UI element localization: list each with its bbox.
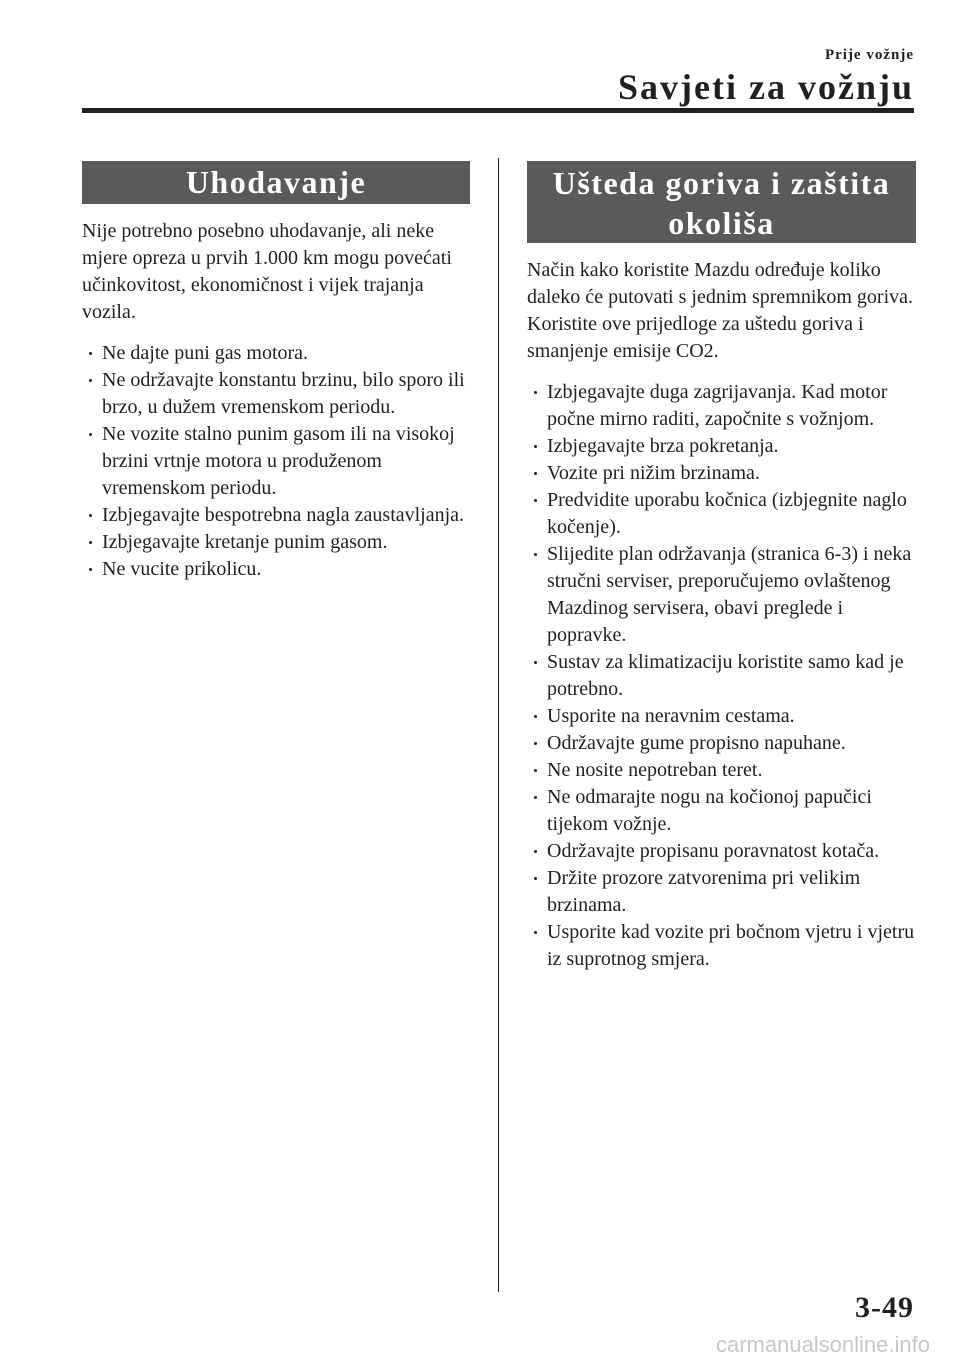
list-item-text: Ne dajte puni gas motora. xyxy=(102,342,309,364)
list-item-text: Ne vozite stalno punim gasom ili na visokoj brzini vrtnje motora u produženom vremenskom periodu. xyxy=(102,423,455,499)
bullet-icon xyxy=(534,796,537,799)
list-item xyxy=(82,340,470,367)
chapter-title: Prije vožnje xyxy=(824,47,914,63)
fuel-economy-heading xyxy=(527,161,916,243)
list-item xyxy=(527,433,916,460)
bullet-icon xyxy=(89,514,92,517)
bullet-icon xyxy=(534,472,537,475)
bullet-icon xyxy=(89,379,92,382)
list-item-text: Ne nosite nepotreban teret. xyxy=(547,759,763,781)
break-in-list xyxy=(82,340,470,583)
list-item-text: Držite prozore zatvorenima pri velikim brzinama. xyxy=(547,867,861,916)
bullet-icon xyxy=(534,742,537,745)
bullet-icon xyxy=(534,877,537,880)
list-item xyxy=(527,541,916,649)
page-number: 3-49 xyxy=(855,1291,914,1324)
list-item xyxy=(527,919,916,973)
bullet-icon xyxy=(89,541,92,544)
list-item xyxy=(527,865,916,919)
list-item-text: Slijedite plan održavanja (stranica 6-3) i neka stručni serviser, preporučujemo ovlaštenog Mazdinog servisera, obavi preglede i popravke. xyxy=(547,543,912,646)
list-item-text: Izbjegavajte kretanje punim gasom. xyxy=(102,531,388,553)
list-item xyxy=(82,502,470,529)
fuel-economy-heading-line1: Ušteda goriva i zaštita xyxy=(552,165,891,201)
bullet-icon xyxy=(89,568,92,571)
list-item-text: Usporite kad vozite pri bočnom vjetru i vjetru iz suprotnog smjera. xyxy=(547,921,915,970)
list-item-text: Održavajte gume propisno napuhane. xyxy=(547,732,846,754)
list-item-text: Vozite pri nižim brzinama. xyxy=(547,462,760,484)
break-in-section xyxy=(82,161,470,583)
list-item-text: Izbjegavajte bespotrebna nagla zaustavljanja. xyxy=(102,504,465,526)
list-item xyxy=(527,460,916,487)
running-header xyxy=(618,46,914,108)
list-item xyxy=(82,556,470,583)
list-item-text: Sustav za klimatizaciju koristite samo kad je potrebno. xyxy=(547,651,904,700)
header-rule xyxy=(82,108,914,113)
list-item xyxy=(82,367,470,421)
fuel-economy-list xyxy=(527,379,916,973)
list-item xyxy=(527,757,916,784)
list-item xyxy=(527,784,916,838)
list-item xyxy=(82,529,470,556)
fuel-economy-heading-line2: okoliša xyxy=(668,205,775,241)
bullet-icon xyxy=(534,715,537,718)
list-item xyxy=(527,379,916,433)
bullet-icon xyxy=(534,445,537,448)
list-item xyxy=(527,703,916,730)
watermark: carmanualsonline.info xyxy=(715,1332,930,1357)
section-title: Savjeti za vožnju xyxy=(618,67,914,107)
list-item xyxy=(527,730,916,757)
fuel-economy-intro: Način kako koristite Mazdu određuje koliko daleko će putovati s jednim spremnikom goriva. Koristite ove prijedloge za uštedu goriva i smanjenje emisije CO2. xyxy=(527,259,914,362)
bullet-icon xyxy=(534,391,537,394)
list-item-text: Izbjegavajte brza pokretanja. xyxy=(547,435,779,457)
list-item xyxy=(527,649,916,703)
list-item-text: Usporite na neravnim cestama. xyxy=(547,705,795,727)
list-item-text: Ne vucite prikolicu. xyxy=(102,558,262,580)
bullet-icon xyxy=(534,661,537,664)
bullet-icon xyxy=(89,433,92,436)
bullet-icon xyxy=(534,850,537,853)
list-item-text: Održavajte propisanu poravnatost kotača. xyxy=(547,840,880,862)
break-in-intro: Nije potrebno posebno uhodavanje, ali neke mjere opreza u prvih 1.000 km mogu povećati učinkovitost, ekonomičnost i vijek trajanja vozila. xyxy=(82,220,452,323)
list-item-text: Predvidite uporabu kočnica (izbjegnite naglo kočenje). xyxy=(547,489,907,538)
list-item xyxy=(527,838,916,865)
bullet-icon xyxy=(89,352,92,355)
list-item-text: Izbjegavajte duga zagrijavanja. Kad motor počne mirno raditi, započnite s vožnjom. xyxy=(547,381,888,430)
fuel-economy-section xyxy=(527,161,916,973)
bullet-icon xyxy=(534,931,537,934)
list-item xyxy=(527,487,916,541)
bullet-icon xyxy=(534,769,537,772)
break-in-heading: Uhodavanje xyxy=(82,161,470,204)
list-item-text: Ne održavajte konstantu brzinu, bilo sporo ili brzo, u dužem vremenskom periodu. xyxy=(102,369,465,418)
list-item xyxy=(82,421,470,502)
list-item-text: Ne odmarajte nogu na kočionoj papučici tijekom vožnje. xyxy=(547,786,872,835)
column-divider xyxy=(498,158,499,1292)
bullet-icon xyxy=(534,499,537,502)
bullet-icon xyxy=(534,553,537,556)
